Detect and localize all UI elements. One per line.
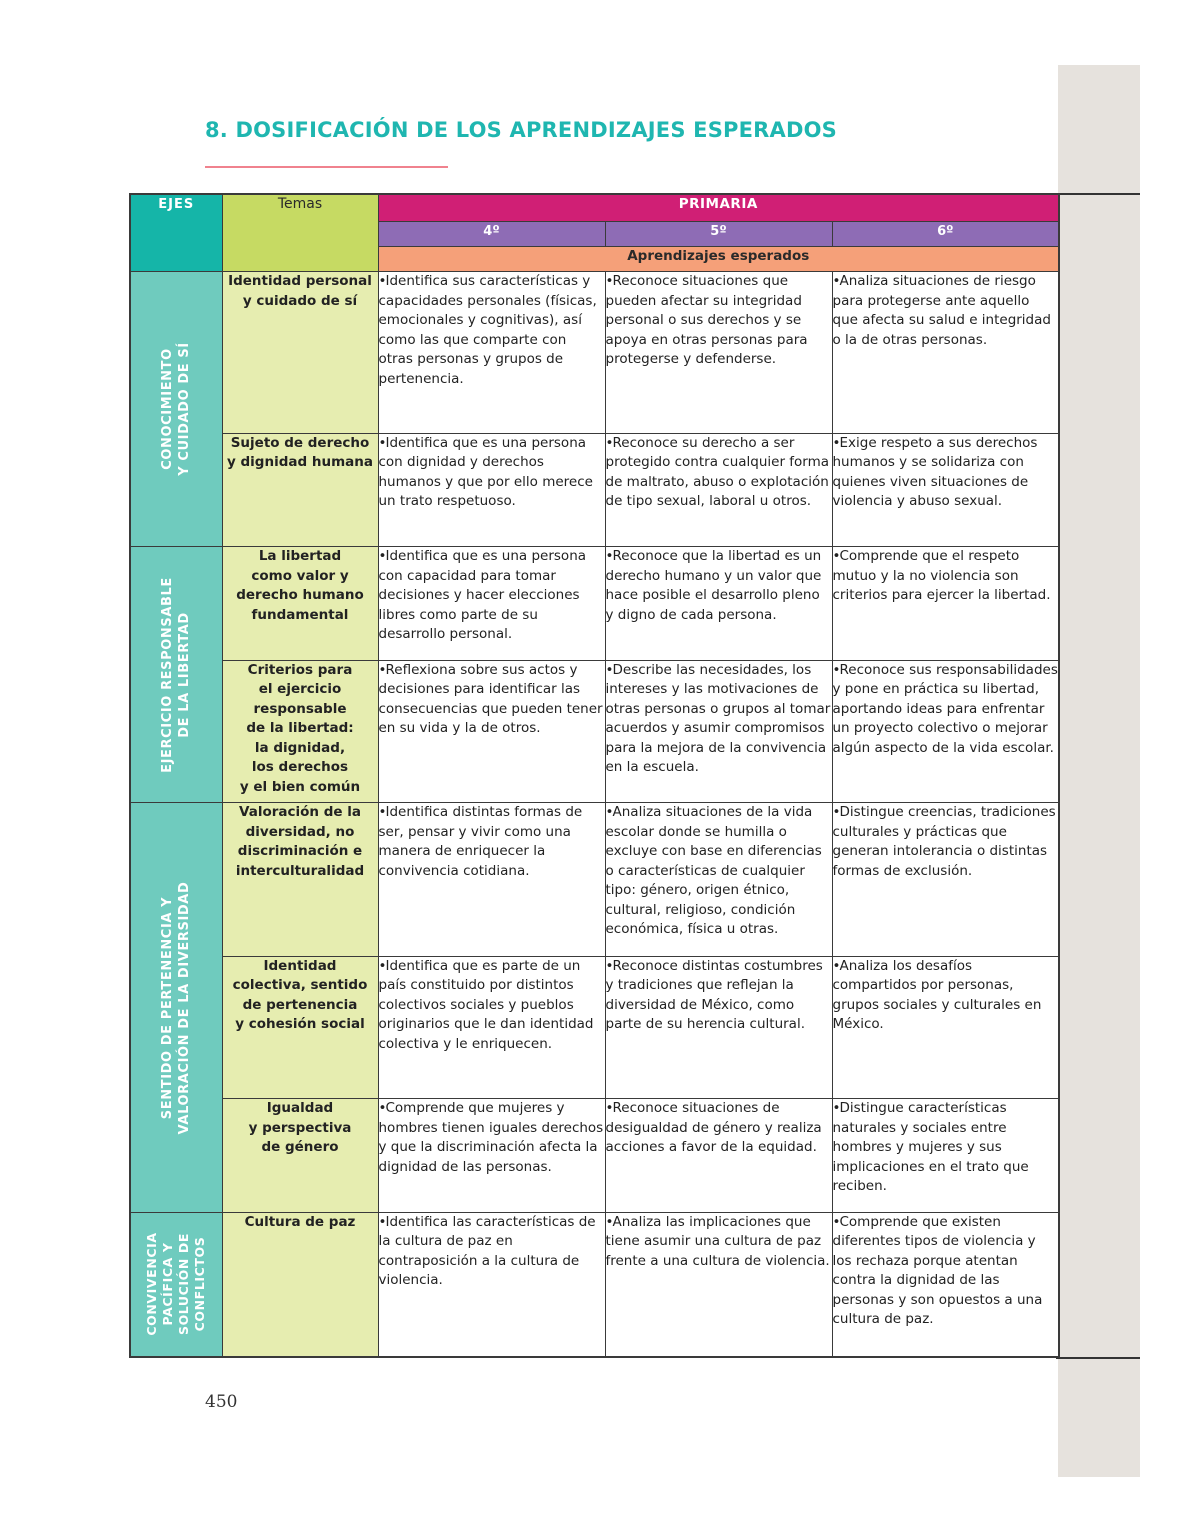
tema-cell: Identidad personal y cuidado de sí xyxy=(222,272,378,434)
aprendizaje-cell: •Describe las necesidades, los intereses y las motivaciones de otras personas o grupos al tomar acuerdos y asumir compromisos para la mejora de la convivencia en la escuela. xyxy=(605,660,832,803)
eje-conocimiento: CONOCIMIENTO Y CUIDADO DE SÍ xyxy=(130,272,222,547)
aprendizaje-cell: •Comprende que el respeto mutuo y la no violencia son criterios para ejercer la libertad. xyxy=(832,547,1059,660)
aprendizaje-cell: •Comprende que existen diferentes tipos de violencia y los rechaza porque atentan contra la dignidad de las personas y son opuestos a una cultura de paz. xyxy=(832,1212,1059,1357)
aprendizaje-cell: •Identifica distintas formas de ser, pensar y vivir como una manera de enriquecer la convivencia cotidiana. xyxy=(378,803,605,957)
aprendizaje-cell: •Identifica que es una persona con dignidad y derechos humanos y que por ello merece un trato respetuoso. xyxy=(378,433,605,546)
aprendizaje-cell: •Reconoce situaciones que pueden afectar su integridad personal o sus derechos y se apoya en otras personas para protegerse y defenderse. xyxy=(605,272,832,434)
tema-cell: Igualdad y perspectiva de género xyxy=(222,1099,378,1212)
dosificacion-table xyxy=(129,193,1060,1358)
aprendizaje-cell: •Reconoce sus responsabilidades y pone en práctica su libertad, aportando ideas para enfrentar un proyecto colectivo o mejorar algún aspecto de la vida escolar. xyxy=(832,660,1059,803)
page-number: 450 xyxy=(205,1392,238,1412)
aprendizaje-cell: •Reconoce su derecho a ser protegido contra cualquier forma de maltrato, abuso o explotación de tipo sexual, laboral u otros. xyxy=(605,433,832,546)
aprendizaje-cell: •Reconoce que la libertad es un derecho humano y un valor que hace posible el desarrollo pleno y digno de cada persona. xyxy=(605,547,832,660)
tema-cell: La libertad como valor y derecho humano fundamental xyxy=(222,547,378,660)
title-underline xyxy=(205,166,448,168)
aprendizaje-cell: •Distingue creencias, tradiciones culturales y prácticas que generan intolerancia o distintas formas de exclusión. xyxy=(832,803,1059,957)
page-title: 8. DOSIFICACIÓN DE LOS APRENDIZAJES ESPERADOS xyxy=(205,118,838,142)
header-temas: Temas xyxy=(222,194,378,272)
header-grade-4: 4º xyxy=(378,222,605,247)
tema-cell: Sujeto de derecho y dignidad humana xyxy=(222,433,378,546)
aprendizaje-cell: •Identifica las características de la cultura de paz en contraposición a la cultura de violencia. xyxy=(378,1212,605,1357)
side-band xyxy=(1058,65,1140,1477)
aprendizaje-cell: •Analiza las implicaciones que tiene asumir una cultura de paz frente a una cultura de violencia. xyxy=(605,1212,832,1357)
aprendizaje-cell: •Exige respeto a sus derechos humanos y se solidariza con quienes viven situaciones de violencia y abuso sexual. xyxy=(832,433,1059,546)
aprendizaje-cell: •Distingue características naturales y sociales entre hombres y mujeres y sus implicaciones en el trato que reciben. xyxy=(832,1099,1059,1212)
aprendizaje-cell: •Reflexiona sobre sus actos y decisiones para identificar las consecuencias que pueden tener en su vida y la de otros. xyxy=(378,660,605,803)
header-ejes: EJES xyxy=(130,194,222,272)
header-primaria: PRIMARIA xyxy=(378,194,1059,222)
tema-cell: Identidad colectiva, sentido de pertenencia y cohesión social xyxy=(222,956,378,1099)
aprendizaje-cell: •Analiza situaciones de la vida escolar donde se humilla o excluye con base en diferencias o características de cualquier tipo: género, origen étnico, cultural, religioso, condición económica, física u otras. xyxy=(605,803,832,957)
tema-cell: Cultura de paz xyxy=(222,1212,378,1357)
side-rule-bottom xyxy=(1056,1357,1140,1359)
side-rule-top xyxy=(1056,193,1140,195)
tema-cell: Valoración de la diversidad, no discriminación e interculturalidad xyxy=(222,803,378,957)
aprendizaje-cell: •Identifica que es una persona con capacidad para tomar decisiones y hacer elecciones libres como parte de su desarrollo personal. xyxy=(378,547,605,660)
header-aprendizajes: Aprendizajes esperados xyxy=(378,247,1059,272)
aprendizaje-cell: •Analiza los desafíos compartidos por personas, grupos sociales y culturales en México. xyxy=(832,956,1059,1099)
eje-convivencia-pacifica: CONVIVENCIA PACÍFICA Y SOLUCIÓN DE CONFLICTOS xyxy=(130,1212,222,1357)
aprendizaje-cell: •Identifica sus características y capacidades personales (físicas, emocionales y cognitivas), así como las que comparte con otras personas y grupos de pertenencia. xyxy=(378,272,605,434)
tema-cell: Criterios para el ejercicio responsable de la libertad: la dignidad, los derechos y el bien común xyxy=(222,660,378,803)
eje-ejercicio-responsable: EJERCICIO RESPONSABLE DE LA LIBERTAD xyxy=(130,547,222,803)
aprendizaje-cell: •Analiza situaciones de riesgo para protegerse ante aquello que afecta su salud e integridad o la de otras personas. xyxy=(832,272,1059,434)
aprendizaje-cell: •Reconoce situaciones de desigualdad de género y realiza acciones a favor de la equidad. xyxy=(605,1099,832,1212)
aprendizaje-cell: •Comprende que mujeres y hombres tienen iguales derechos y que la discriminación afecta la dignidad de las personas. xyxy=(378,1099,605,1212)
aprendizaje-cell: •Reconoce distintas costumbres y tradiciones que reflejan la diversidad de México, como parte de su herencia cultural. xyxy=(605,956,832,1099)
header-grade-5: 5º xyxy=(605,222,832,247)
eje-sentido-pertenencia: SENTIDO DE PERTENENCIA Y VALORACIÓN DE LA DIVERSIDAD xyxy=(130,803,222,1213)
header-grade-6: 6º xyxy=(832,222,1059,247)
aprendizaje-cell: •Identifica que es parte de un país constituido por distintos colectivos sociales y pueblos originarios que le dan identidad colectiva y le enriquecen. xyxy=(378,956,605,1099)
